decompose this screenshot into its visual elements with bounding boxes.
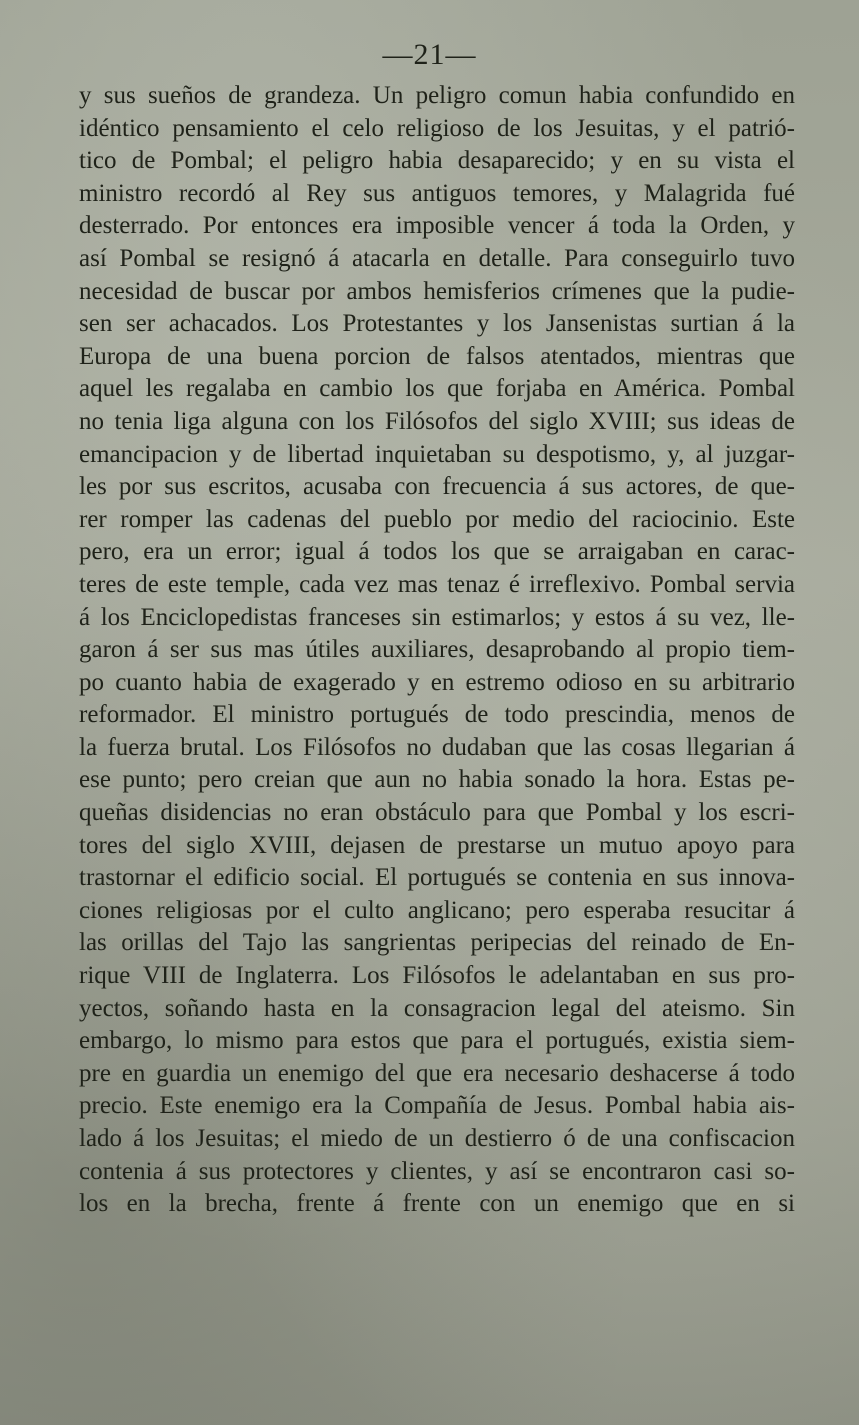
text-line: aquel les regalaba en cambio los que forjaba en América. Pombal [79, 375, 795, 403]
text-line: no tenia liga alguna con los Filósofos del siglo XVIII; sus ideas de [79, 407, 795, 435]
text-line: garon á ser sus mas útiles auxiliares, desaprobando al propio tiem- [79, 636, 795, 664]
text-line: pre en guardia un enemigo del que era necesario deshacerse á todo [79, 1059, 795, 1087]
text-line: embargo, lo mismo para estos que para el portugués, existia siem- [79, 1027, 795, 1055]
text-line: trastornar el edificio social. El portugués se contenia en sus innova- [79, 864, 795, 892]
text-line: las orillas del Tajo las sangrientas peripecias del reinado de En- [79, 929, 795, 957]
text-line: ministro recordó al Rey sus antiguos temores, y Malagrida fué [79, 179, 795, 207]
text-line: emancipacion y de libertad inquietaban su despotismo, y, al juzgar- [79, 440, 795, 468]
text-line: ese punto; pero creian que aun no habia sonado la hora. Estas pe- [79, 766, 795, 794]
text-line: los en la brecha, frente á frente con un enemigo que en si [79, 1190, 795, 1218]
text-line: y sus sueños de grandeza. Un peligro comun habia confundido en [79, 82, 795, 109]
text-line: pero, era un error; igual á todos los que se arraigaban en carac- [79, 538, 795, 566]
text-line: necesidad de buscar por ambos hemisferios crímenes que la pudie- [79, 277, 795, 305]
text-line: idéntico pensamiento el celo religioso de los Jesuitas, y el patrió- [79, 114, 795, 142]
text-line: tores del siglo XVIII, dejasen de prestarse un mutuo apoyo para [79, 831, 795, 859]
text-line: ciones religiosas por el culto anglicano; pero esperaba resucitar á [79, 896, 795, 924]
text-line: reformador. El ministro portugués de todo prescindia, menos de [79, 701, 795, 729]
text-line: queñas disidencias no eran obstáculo para que Pombal y los escri- [79, 799, 795, 827]
text-line: sen ser achacados. Los Protestantes y los Jansenistas surtian á la [79, 310, 795, 338]
text-line: precio. Este enemigo era la Compañía de Jesus. Pombal habia ais- [79, 1092, 795, 1120]
page-number: —21— [382, 38, 477, 71]
text-line: teres de este temple, cada vez mas tenaz é irreflexivo. Pombal servia [79, 570, 795, 598]
text-line: rique VIII de Inglaterra. Los Filósofos le adelantaban en sus pro- [79, 962, 795, 990]
text-line: Europa de una buena porcion de falsos atentados, mientras que [79, 342, 795, 370]
text-line: yectos, soñando hasta en la consagracion legal del ateismo. Sin [79, 994, 795, 1022]
text-line: así Pombal se resignó á atacarla en detalle. Para conseguirlo tuvo [79, 244, 795, 272]
text-line: la fuerza brutal. Los Filósofos no dudaban que las cosas llegarian á [79, 733, 795, 761]
text-line: po cuanto habia de exagerado y en estremo odioso en su arbitrario [79, 668, 795, 696]
text-line: tico de Pombal; el peligro habia desaparecido; y en su vista el [79, 147, 795, 175]
text-line: lado á los Jesuitas; el miedo de un destierro ó de una confiscacion [79, 1125, 795, 1152]
text-line: rer romper las cadenas del pueblo por medio del raciocinio. Este [79, 505, 795, 533]
text-line: á los Enciclopedistas franceses sin estimarlos; y estos á su vez, lle- [79, 603, 795, 631]
text-line: desterrado. Por entonces era imposible vencer á toda la Orden, y [79, 212, 795, 240]
text-line: les por sus escritos, acusaba con frecuencia á sus actores, de que- [79, 473, 795, 501]
text-line: contenia á sus protectores y clientes, y así se encontraron casi so- [79, 1157, 795, 1185]
body-text [79, 80, 795, 1221]
